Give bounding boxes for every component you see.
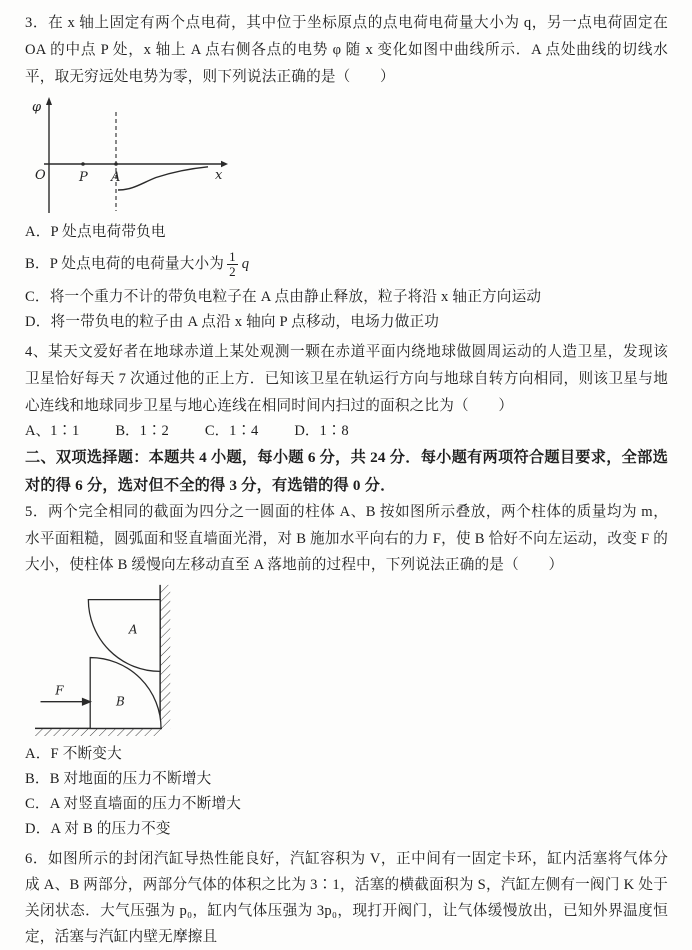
section-2-heading: 二、双项选择题：本题共 4 小题，每小题 6 分，共 24 分．每小题有两项符合题目要求，全部选对的得 6 分，选对但不全的得 3 分，有选错的得 0 分． <box>25 449 668 494</box>
option-5b: B．B 对地面的压力不断增大 <box>25 770 212 787</box>
phi-axis-label: φ <box>32 99 42 115</box>
option-4d: D．1∶8 <box>294 423 349 440</box>
block-a-label: A <box>128 622 138 637</box>
option-4c: C．1∶4 <box>204 423 259 440</box>
option-3b-text: B．P 处点电荷的电荷量大小为 <box>25 256 225 273</box>
block-b-label: B <box>115 694 125 709</box>
wall-hatching <box>160 585 170 729</box>
point-p-label: P <box>79 169 88 185</box>
option-3b <box>25 245 668 285</box>
option-5c: C．A 对竖直墙面的压力不断增大 <box>25 795 242 812</box>
phi-axis-arrow-icon <box>46 97 52 105</box>
option-4b: B．1∶2 <box>115 423 169 440</box>
question-3-options <box>25 220 668 335</box>
point-a-dot <box>114 162 118 166</box>
point-a-label: A <box>111 169 121 185</box>
question-5-options <box>25 742 668 842</box>
option-4a: A、1∶1 <box>25 423 80 440</box>
potential-curve <box>118 166 208 189</box>
option-3d: D．将一带负电的粒子由 A 点沿 x 轴向 P 点移动，电场力做正功 <box>25 313 440 330</box>
question-6-stem: 6．如图所示的封闭汽缸导热性能良好，汽缸容积为 V，正中间有一固定卡环，缸内活塞将气体分成 A、B 两部分，两部分气体的体积之比为 3∶1，活塞的横截面积为 S，汽缸左侧有一阀门 K 处于关闭状态．大气压强为 p₀，缸内气体压强为 3p₀，现打开阀门，让气体缓慢放出，已知外界温度恒定，活塞与汽缸内壁无摩擦且 <box>25 850 668 945</box>
ground-hatching <box>35 728 162 736</box>
fraction-numerator: 1 <box>229 248 236 264</box>
question-4-stem: 4、某天文爱好者在地球赤道上某处观测一颗在赤道平面内绕地球做圆周运动的人造卫星，发现该卫星恰好每天 7 次通过他的正上方．已知该卫星在轨运行方向与地球自转方向相同，则该卫星与地心连线和地球同步卫星与地心连线在相同时间内扫过的面积之比为（ ） <box>25 343 668 415</box>
question-4-options <box>25 420 668 442</box>
question-3-stem: 3．在 x 轴上固定有两个点电荷，其中位于坐标原点的点电荷电荷量大小为 q，另一点电荷固定在 OA 的中点 P 处，x 轴上 A 点右侧各点的电势 φ 随 x 变化如图中曲线所示．A 点处曲线的切线水平，取无穷远处电势为零，则下列说法正确的是（ ） <box>25 15 668 86</box>
x-axis-arrow-icon <box>221 160 228 166</box>
phi-x-graph <box>25 96 230 216</box>
option-3c: C．将一个重力不计的带负电粒子在 A 点由静止释放，粒子将沿 x 轴正方向运动 <box>25 288 542 305</box>
x-axis-label: x <box>215 167 223 183</box>
point-p-dot <box>81 162 85 166</box>
one-half-fraction <box>227 250 238 280</box>
question-5-stem: 5．两个完全相同的截面为四分之一圆面的柱体 A、B 按如图所示叠放，两个柱体的质量均为 m，水平面粗糙，圆弧面和竖直墙面光滑，对 B 施加水平向右的力 F，使 B 恰好不向左运动，改变 F 的大小，使柱体 B 缓慢向左移动直至 A 落地前的过程中，下列说法正确的是（ ） <box>25 504 668 574</box>
force-label: F <box>55 683 64 698</box>
option-5d: D．A 对 B 的压力不变 <box>25 820 171 837</box>
option-3b-variable: q <box>241 256 250 273</box>
option-5a: A．F 不断变大 <box>25 745 122 762</box>
origin-label: O <box>35 167 46 183</box>
blocks-wall-figure <box>35 581 265 736</box>
option-3a: A．P 处点电荷带负电 <box>25 223 166 240</box>
fraction-denominator: 2 <box>229 264 236 280</box>
